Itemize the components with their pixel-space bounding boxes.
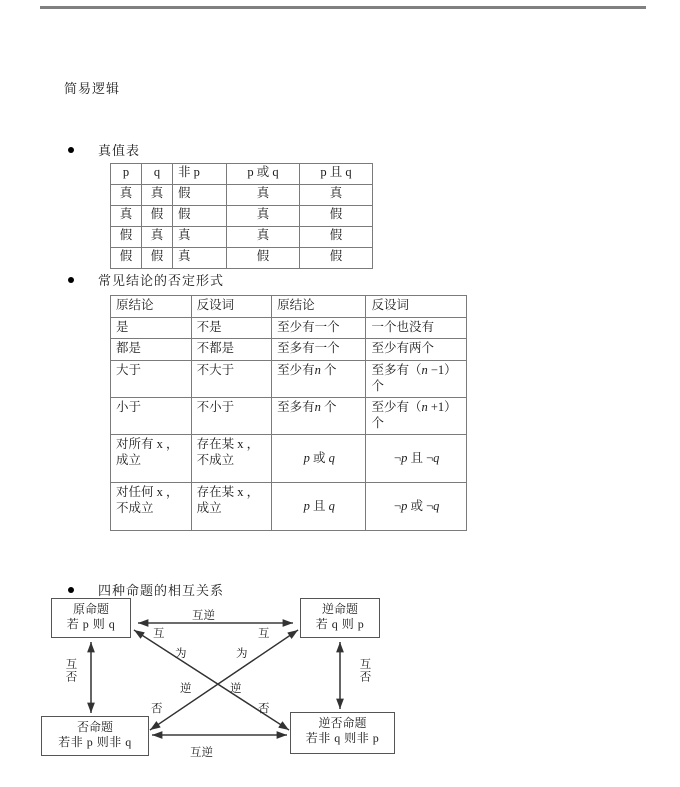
document-title: 简易逻辑 <box>64 81 121 96</box>
negation-forms-table <box>110 295 467 531</box>
section-heading-label: 常见结论的否定形式 <box>98 273 225 288</box>
cell: ¬p 或 ¬q <box>366 483 467 531</box>
cell: 至多有一个 <box>272 339 366 361</box>
cell: 真 <box>111 206 142 227</box>
edge-label-diag-right-char: 逆 <box>230 683 242 695</box>
table-row <box>111 435 467 483</box>
cell-line: 不成立 <box>116 501 154 515</box>
edge-label-right-mutual-negation <box>358 658 370 683</box>
cell: 是 <box>111 317 192 339</box>
cell-line: 不成立 <box>196 453 235 467</box>
cell: 大于 <box>111 360 192 397</box>
cell: 假 <box>300 206 373 227</box>
section-heading-label: 四种命题的相互关系 <box>98 583 225 598</box>
cell: 假 <box>111 227 142 248</box>
cell: 真 <box>142 185 173 206</box>
table-row <box>111 248 373 269</box>
table-row <box>111 227 373 248</box>
cell: p 或 q <box>272 435 366 483</box>
section-heading-label: 真值表 <box>98 143 141 158</box>
cell: 一个也没有 <box>366 317 467 339</box>
column-header-negation-1: 反设词 <box>191 296 272 318</box>
truth-table <box>110 163 373 269</box>
cell-line: 成立 <box>196 501 222 515</box>
node-line-2: 若 p 则 q <box>66 617 116 631</box>
cell: 不小于 <box>191 398 272 435</box>
edge-label-char: 互 <box>358 658 371 671</box>
cell: 至少有两个 <box>366 339 467 361</box>
cell: 真 <box>227 227 300 248</box>
node-line-1: 否命题 <box>76 720 113 734</box>
edge-label-diag-left-char: 为 <box>175 648 187 660</box>
edge-label-char: 否 <box>358 670 371 683</box>
column-header-q: q <box>142 164 173 185</box>
cell: 至多有n 个 <box>272 398 366 435</box>
section-heading-truth-table <box>68 140 140 159</box>
table-row <box>111 483 467 531</box>
edge-diagonal-converse-inverse-back <box>150 630 298 730</box>
cell: 真 <box>142 227 173 248</box>
cell: 至多有（n −1）个 <box>366 360 467 397</box>
node-line-1: 逆否命题 <box>318 716 367 730</box>
cell-line: 对任何 x ， <box>116 485 179 500</box>
table-header-row <box>111 164 373 185</box>
edge-label-diag-right-char: 为 <box>236 648 248 660</box>
node-converse-proposition <box>300 598 380 638</box>
node-original-proposition <box>51 598 131 638</box>
node-line-1: 逆命题 <box>321 602 358 616</box>
cell: 真 <box>227 185 300 206</box>
table-row <box>111 360 467 397</box>
node-inverse-proposition <box>41 716 149 756</box>
edge-label-diag-left-char: 否 <box>151 703 163 715</box>
cell: 真 <box>227 206 300 227</box>
table-row <box>111 339 467 361</box>
cell <box>191 435 272 483</box>
node-line-1: 原命题 <box>72 602 109 616</box>
edge-label-diag-left-char: 逆 <box>180 683 192 695</box>
column-header-original-1: 原结论 <box>111 296 192 318</box>
bullet-icon <box>68 587 74 593</box>
node-line-2: 若非 p 则非 q <box>58 735 132 749</box>
edge-label-diag-right-char: 互 <box>258 628 270 640</box>
cell: 假 <box>173 185 227 206</box>
cell: p 且 q <box>272 483 366 531</box>
cell: 不是 <box>191 317 272 339</box>
edge-label-diag-left-char: 互 <box>153 628 165 640</box>
cell: 假 <box>111 248 142 269</box>
bullet-icon <box>68 277 74 283</box>
node-line-2: 若 q 则 p <box>315 617 365 631</box>
watermark-artifact <box>340 744 418 756</box>
cell: 至少有n 个 <box>272 360 366 397</box>
cell: 真 <box>300 185 373 206</box>
cell: 假 <box>300 227 373 248</box>
column-header-p-or-q: p 或 q <box>227 164 300 185</box>
node-line-2: 若非 q 则非 p <box>305 731 380 745</box>
cell: ¬p 且 ¬q <box>366 435 467 483</box>
cell: 真 <box>173 248 227 269</box>
table-header-row <box>111 296 467 318</box>
cell: 假 <box>300 248 373 269</box>
section-heading-negation-forms <box>68 270 224 289</box>
cell <box>111 483 192 531</box>
cell: 都是 <box>111 339 192 361</box>
cell: 小于 <box>111 398 192 435</box>
table-row <box>111 206 373 227</box>
column-header-not-p: 非 p <box>173 164 227 185</box>
edge-label-bottom-mutual-converse: 互逆 <box>190 747 213 759</box>
cell <box>191 483 272 531</box>
column-header-p-and-q: p 且 q <box>300 164 373 185</box>
table-row <box>111 185 373 206</box>
edge-label-left-mutual-negation <box>64 658 76 683</box>
cell: 真 <box>173 227 227 248</box>
cell: 不都是 <box>191 339 272 361</box>
cell: 假 <box>142 248 173 269</box>
column-header-negation-2: 反设词 <box>366 296 467 318</box>
cell-line: 存在某 x ， <box>196 437 260 452</box>
edge-label-char: 互 <box>64 658 77 671</box>
table-row <box>111 398 467 435</box>
cell: 不大于 <box>191 360 272 397</box>
edge-label-top-mutual-converse: 互逆 <box>192 610 215 622</box>
column-header-p: p <box>111 164 142 185</box>
edge-label-diag-right-char: 否 <box>258 703 270 715</box>
header-rule <box>40 6 646 9</box>
cell: 假 <box>142 206 173 227</box>
cell: 假 <box>227 248 300 269</box>
cell-line: 存在某 x ， <box>196 485 260 500</box>
cell: 至少有一个 <box>272 317 366 339</box>
cell: 至少有（n +1）个 <box>366 398 467 435</box>
four-propositions-diagram <box>40 596 420 776</box>
edge-label-char: 否 <box>64 670 77 683</box>
cell-line: 对所有 x ， <box>116 437 179 452</box>
cell: 假 <box>173 206 227 227</box>
cell: 真 <box>111 185 142 206</box>
bullet-icon <box>68 147 74 153</box>
cell <box>111 435 192 483</box>
cell-line: 成立 <box>116 453 142 467</box>
column-header-original-2: 原结论 <box>272 296 366 318</box>
table-row <box>111 317 467 339</box>
